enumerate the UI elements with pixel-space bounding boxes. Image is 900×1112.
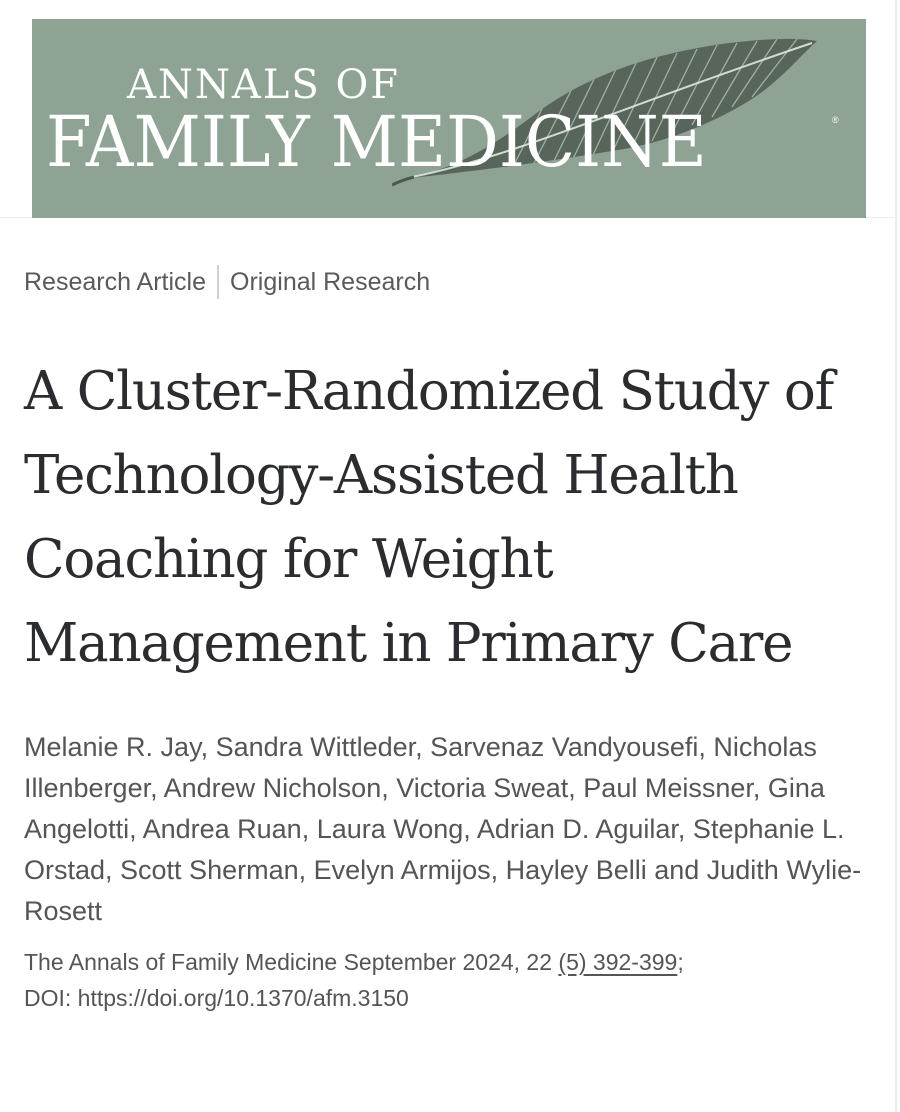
- citation: [24, 944, 884, 1016]
- author-list: Melanie R. Jay, Sandra Wittleder, Sarvenaz Vandyousefi, Nicholas Illenberger, Andrew Nicholson, Victoria Sweat, Paul Meissner, Gina Angelotti, Andrea Ruan, Laura Wong, Adrian D. Aguilar, Stephanie L. Orstad, Scott Sherman, Evelyn Armijos, Hayley Belli and Judith Wylie-Rosett: [24, 732, 862, 926]
- issue-pages-link[interactable]: (5) 392-399: [558, 949, 678, 975]
- citation-separator: ;: [677, 949, 684, 975]
- journal-banner[interactable]: [32, 19, 866, 218]
- journal-name-line2: FAMILY MEDICINE: [46, 101, 707, 183]
- article-section-label: Original Research: [230, 267, 431, 296]
- doi-text: DOI: https://doi.org/10.1370/afm.3150: [24, 985, 409, 1011]
- article-categories: [24, 265, 430, 299]
- journal-name-line1: ANNALS OF: [127, 62, 400, 108]
- registered-mark: ®: [832, 115, 839, 125]
- page-edge-rule: [895, 0, 897, 1112]
- category-separator: [217, 265, 219, 299]
- article-title: A Cluster-Randomized Study of Technology-Assisted Health Coaching for Weight Management in Primary Care: [24, 361, 834, 674]
- citation-text: The Annals of Family Medicine September 2024, 22: [24, 949, 559, 975]
- article-type-label: Research Article: [24, 267, 207, 296]
